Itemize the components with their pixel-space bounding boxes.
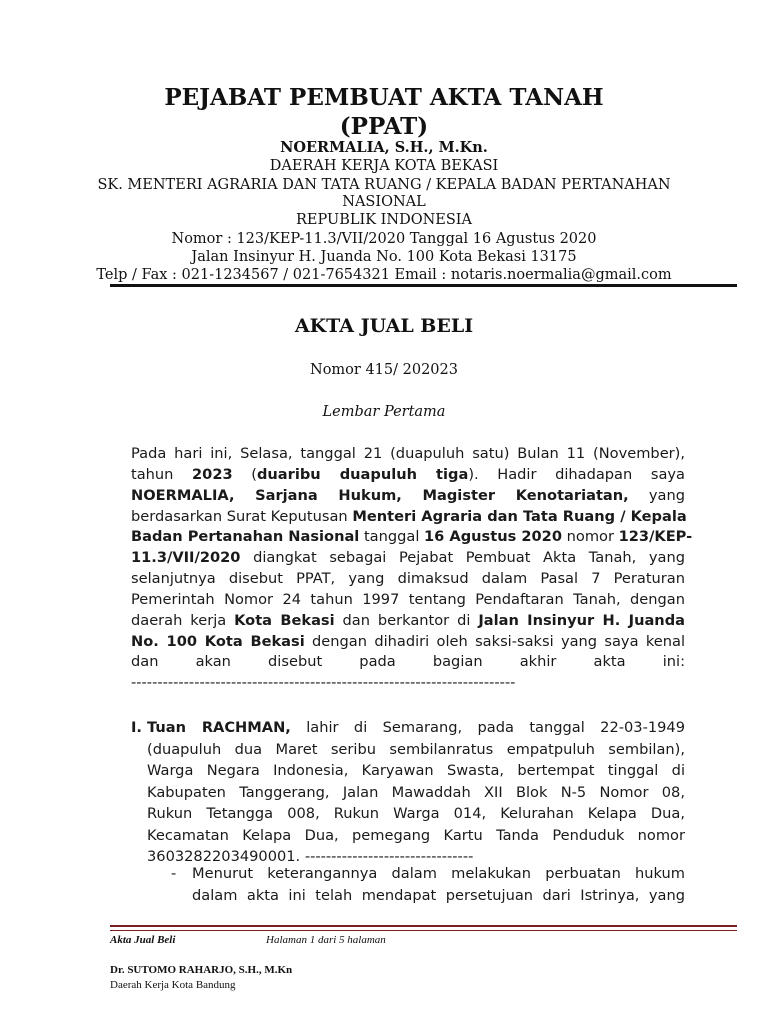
decree-number: Nomor : 123/KEP-11.3/VII/2020 Tanggal 16 Agustus 2020 <box>171 231 597 247</box>
footer-signer-area: Daerah Kerja Kota Bandung <box>110 979 236 991</box>
paragraph-line: tahun 2023 (duaribu duapuluh tiga). Hadir dihadapan saya <box>131 465 685 483</box>
paragraph-line: berdasarkan Surat Keputusan Menteri Agraria dan Tata Ruang / Kepala <box>131 507 687 525</box>
footer-page-number: Halaman 1 dari 5 halaman <box>266 934 386 946</box>
paragraph-line: dan akan disebut pada bagian akhir akta ini: <box>131 653 685 671</box>
party-one-note <box>192 863 685 906</box>
note-line: dalam akta ini telah mendapat persetujuan dari Istrinya, yang <box>192 886 685 904</box>
party-line: Kecamatan Kelapa Dua, pemegang Kartu Tanda Penduduk nomor <box>147 826 685 844</box>
letterhead-subtitle: (PPAT) <box>339 113 429 140</box>
party-line: 3603282203490001. -------------------------------- <box>147 848 474 865</box>
party-line: (duapuluh dua Maret seribu sembilanratus empatpuluh sembilan), <box>147 740 685 758</box>
paragraph-line: Badan Pertanahan Nasional tanggal 16 Agustus 2020 nomor 123/KEP- <box>131 528 693 546</box>
party-one-block <box>147 717 685 868</box>
paragraph-line: No. 100 Kota Bekasi dengan dihadiri oleh saksi-saksi yang saya kenal <box>131 632 685 650</box>
document-number: Nomor 415/ 202023 <box>310 362 458 378</box>
paragraph-line: selanjutnya disebut PPAT, yang dimaksud dalam Pasal 7 Peraturan <box>131 570 685 588</box>
sk-line-2: NASIONAL <box>342 194 426 210</box>
contact-line: Telp / Fax : 021-1234567 / 021-7654321 Email : notaris.noermalia@gmail.com <box>96 267 672 283</box>
office-address: Jalan Insinyur H. Juanda No. 100 Kota Bekasi 13175 <box>191 249 577 265</box>
header-divider <box>110 284 737 287</box>
note-line: Menurut keterangannya dalam melakukan perbuatan hukum <box>192 865 685 882</box>
sheet-label: Lembar Pertama <box>322 404 446 420</box>
footer-document-name: Akta Jual Beli <box>110 934 176 946</box>
paragraph-line: Pada hari ini, Selasa, tanggal 21 (duapuluh satu) Bulan 11 (November), <box>131 445 685 462</box>
paragraph-line: Pemerintah Nomor 24 tahun 1997 tentang Pendaftaran Tanah, dengan <box>131 590 685 608</box>
footer-signer-name: Dr. SUTOMO RAHARJO, S.H., M.Kn <box>110 964 293 976</box>
party-line: Kabupaten Tanggerang, Jalan Mawaddah XII Blok N-5 Nomor 08, <box>147 783 685 801</box>
sk-line-1: SK. MENTERI AGRARIA DAN TATA RUANG / KEPALA BADAN PERTANAHAN <box>97 177 671 193</box>
country: REPUBLIK INDONESIA <box>295 212 472 228</box>
footer-divider-thin <box>110 930 737 931</box>
document-title: AKTA JUAL BELI <box>294 315 474 337</box>
party-number: I. <box>131 719 142 736</box>
official-name: NOERMALIA, S.H., M.Kn. <box>280 139 488 156</box>
dash-separator: ------------------------------------------------------------------------- <box>131 674 516 692</box>
work-area: DAERAH KERJA KOTA BEKASI <box>269 158 499 174</box>
paragraph-line: NOERMALIA, Sarjana Hukum, Magister Kenotariatan, yang <box>131 486 686 504</box>
party-line: Warga Negara Indonesia, Karyawan Swasta, bertempat tinggal di <box>147 762 685 779</box>
opening-paragraph <box>131 444 693 694</box>
list-dash-marker: - <box>171 865 177 882</box>
paragraph-line: 11.3/VII/2020 diangkat sebagai Pejabat Pembuat Akta Tanah, yang <box>131 549 685 567</box>
letterhead-title: PEJABAT PEMBUAT AKTA TANAH <box>164 84 604 111</box>
footer-divider <box>110 925 737 927</box>
paragraph-line: daerah kerja Kota Bekasi dan berkantor di Jalan Insinyur H. Juanda <box>131 611 685 629</box>
party-line: Tuan RACHMAN, lahir di Semarang, pada tanggal 22-03-1949 <box>147 719 685 736</box>
party-line: Rukun Tetangga 008, Rukun Warga 014, Kelurahan Kelapa Dua, <box>147 805 685 822</box>
